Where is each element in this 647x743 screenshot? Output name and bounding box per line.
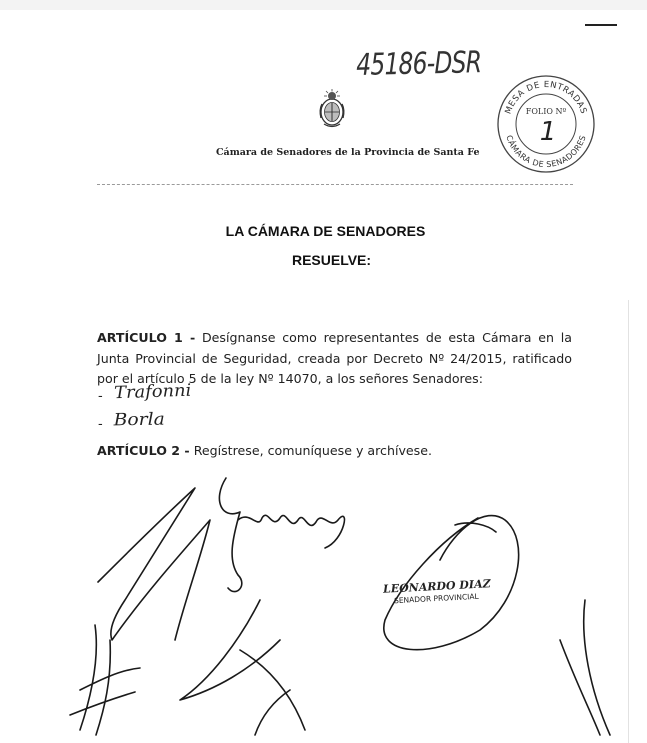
top-margin-band <box>0 0 647 10</box>
page-edge-line <box>628 300 629 743</box>
resolution-heading: RESUELVE: <box>291 252 372 268</box>
signer-name: LEONARDO DIAZ <box>382 577 491 596</box>
chamber-letterhead: Cámara de Senadores de la Provincia de Santa Fe <box>216 147 480 158</box>
appointee-2-name: Borla <box>113 409 165 431</box>
signature-2 <box>219 478 344 592</box>
stamp-top-text: MESA DE ENTRADAS <box>503 79 589 116</box>
article-1-label: ARTÍCULO 1 - <box>97 330 196 345</box>
article-2-text: Regístrese, comuníquese y archívese. <box>193 443 432 458</box>
article-1-text: Desígnanse como representantes de esta Cámara en la Junta Provincial de Seguridad, creada por Decreto Nº 24/2015, ratificado por el artículo 5 de la ley Nº 14070, a los señores Senadores: <box>97 330 572 386</box>
article-2 <box>97 443 432 458</box>
signature-6 <box>560 600 610 735</box>
provincial-coat-of-arms-icon <box>316 88 348 130</box>
stamp-folio-label: FOLIO Nº <box>525 107 567 116</box>
entry-desk-stamp <box>495 74 597 174</box>
signature-1 <box>98 488 210 640</box>
signature-5 <box>70 625 140 735</box>
handwritten-file-number: 45186-DSR <box>356 45 482 83</box>
article-1 <box>97 328 572 390</box>
letterhead-divider <box>97 184 573 185</box>
appointee-1-name: Trafonni <box>113 380 192 404</box>
signature-4 <box>180 600 305 735</box>
document-heading: LA CÁMARA DE SENADORES <box>225 223 426 239</box>
stamp-folio-number: 1 <box>539 117 557 147</box>
corner-mark <box>585 24 617 26</box>
appointee-1-bullet: - <box>98 389 103 404</box>
signer-title: SENADOR PROVINCIAL <box>393 591 479 606</box>
stamp-bottom-text: CÁMARA DE SENADORES <box>504 134 588 170</box>
appointee-2-bullet: - <box>98 417 103 432</box>
article-2-label: ARTÍCULO 2 - <box>97 443 190 458</box>
